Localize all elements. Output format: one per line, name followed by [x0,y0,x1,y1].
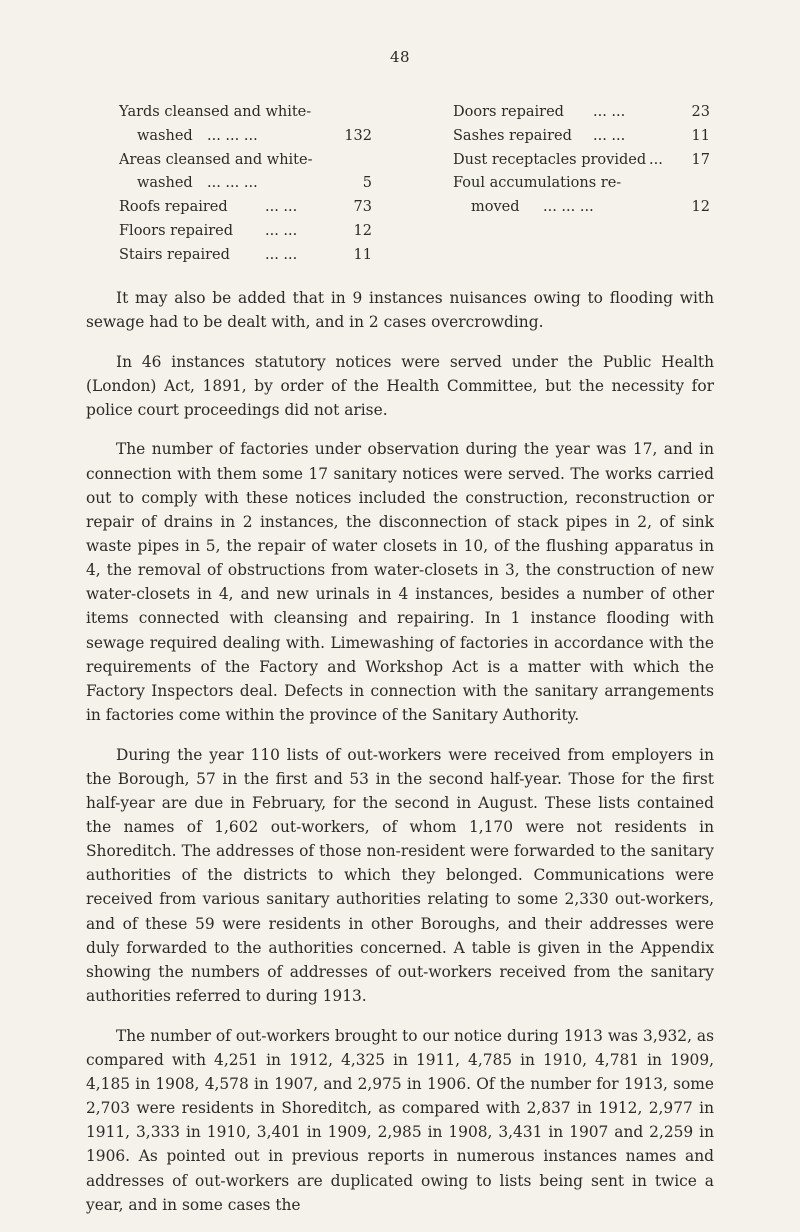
leader-dots: ... ... [593,127,626,144]
list-item [119,101,372,125]
list-item-value: 17 [691,151,710,168]
sanitary-works-list-left [119,101,372,268]
list-item-value: 12 [353,222,372,239]
paragraph: In 46 instances statutory notices were served under the Public Health (London) Act, 1891, by order of the Health Committee, but the necessity for police court proceedings did not arise. [86,352,714,419]
leader-dots: ... ... [593,104,626,120]
leader-dots: ... ... ... [207,175,258,192]
list-item [453,172,710,196]
list-item-label: Areas cleansed and white- [119,151,313,168]
list-item-value: 23 [691,104,710,120]
list-item [119,149,372,173]
list-item-label: Stairs repaired [119,246,230,263]
list-item-label: moved [471,199,520,216]
list-item [119,244,372,268]
paragraph: It may also be added that in 9 instances nuisances owing to flooding with sewage had to be dealt with, and in 2 cases overcrowding. [86,289,714,332]
sanitary-works-list-right [453,101,710,220]
list-item-label: Foul accumulations re- [453,175,622,192]
list-item-label: Doors repaired [453,104,564,120]
list-item-value: 132 [344,127,372,144]
list-item-value: 5 [362,175,372,192]
list-item [119,220,372,244]
list-item [119,125,372,149]
list-item-value: 11 [353,246,372,263]
list-item-value: 73 [353,199,372,216]
paragraph: The number of factories under observation during the year was 17, and in connection with them some 17 sanitary notices were served. The works carried out to comply with these notices included the construction, reconstruction or repair of drains in 2 instances, the disconnection of stack pipes in 2, of sink waste pipes in 5, the repair of water closets in 10, of the flushing apparatus in 4, the removal of obstructions from water-closets in 3, the construction of new water-closets in 4, and new urinals in 4 instances, besides a number of other items connected with cleansing and repairing. In 1 instance flooding with sewage required dealing with. Limewashing of factories in accordance with the requirements of the Factory and Workshop Act is a matter with which the Factory Inspectors deal. Defects in connection with the sanitary arrangements in factories come within the province of the Sanitary Authority. [86,440,714,725]
list-item-label: Yards cleansed and white- [119,104,312,120]
list-item-label: Dust receptacles provided [453,151,647,168]
leader-dots: ... ... ... [207,127,258,144]
list-item [119,172,372,196]
list-item-value: 12 [691,199,710,216]
list-item-label: Floors repaired [119,222,234,239]
report-body [86,286,714,1232]
leader-dots: ... ... [265,222,298,239]
leader-dots: ... ... ... [543,199,594,216]
leader-dots: ... ... [265,199,298,216]
list-item [453,125,710,149]
list-item [453,149,710,173]
list-item-label: washed [137,127,193,144]
list-item [119,196,372,220]
list-item [453,101,710,125]
list-item-label: Roofs repaired [119,199,228,216]
list-item-value: 11 [691,127,710,144]
paragraph: The number of out-workers brought to our notice during 1913 was 3,932, as compared with 4,251 in 1912, 4,325 in 1911, 4,785 in 1910, 4,781 in 1909, 4,185 in 1908, 4,578 in 1907, and 2,975 in 1906. Of the number for 1913, some 2,703 were residents in Shoreditch, as compared with 2,837 in 1912, 2,977 in 1911, 3,333 in 1910, 3,401 in 1909, 2,985 in 1908, 3,431 in 1907 and 2,259 in 1906. As pointed out in previous reports in numerous instances names and addresses of out-workers are duplicated owing to lists being sent in twice a year, and in some cases the [86,1026,714,1214]
list-item-label: washed [137,175,193,192]
paragraph: During the year 110 lists of out-workers were received from employers in the Borough, 57 in the first and 53 in the second half-year. Those for the first half-year are due in February, for the second in August. These lists contained the names of 1,602 out-workers, of whom 1,170 were not residents in Shoreditch. The addresses of those non-resident were forwarded to the sanitary authorities of the districts to which they belonged. Communications were received from various sanitary authorities relating to some 2,330 out-workers, and of these 59 were residents in other Boroughs, and their addresses were duly forwarded to the authorities concerned. A table is given in the Appendix showing the numbers of addresses of out-workers received from the sanitary authorities referred to during 1913. [86,745,714,1006]
list-item-label: Sashes repaired [453,127,572,144]
leader-dots: ... [649,151,663,168]
leader-dots: ... ... [265,246,298,263]
page-number: 48 [389,48,411,66]
list-item [453,196,710,220]
